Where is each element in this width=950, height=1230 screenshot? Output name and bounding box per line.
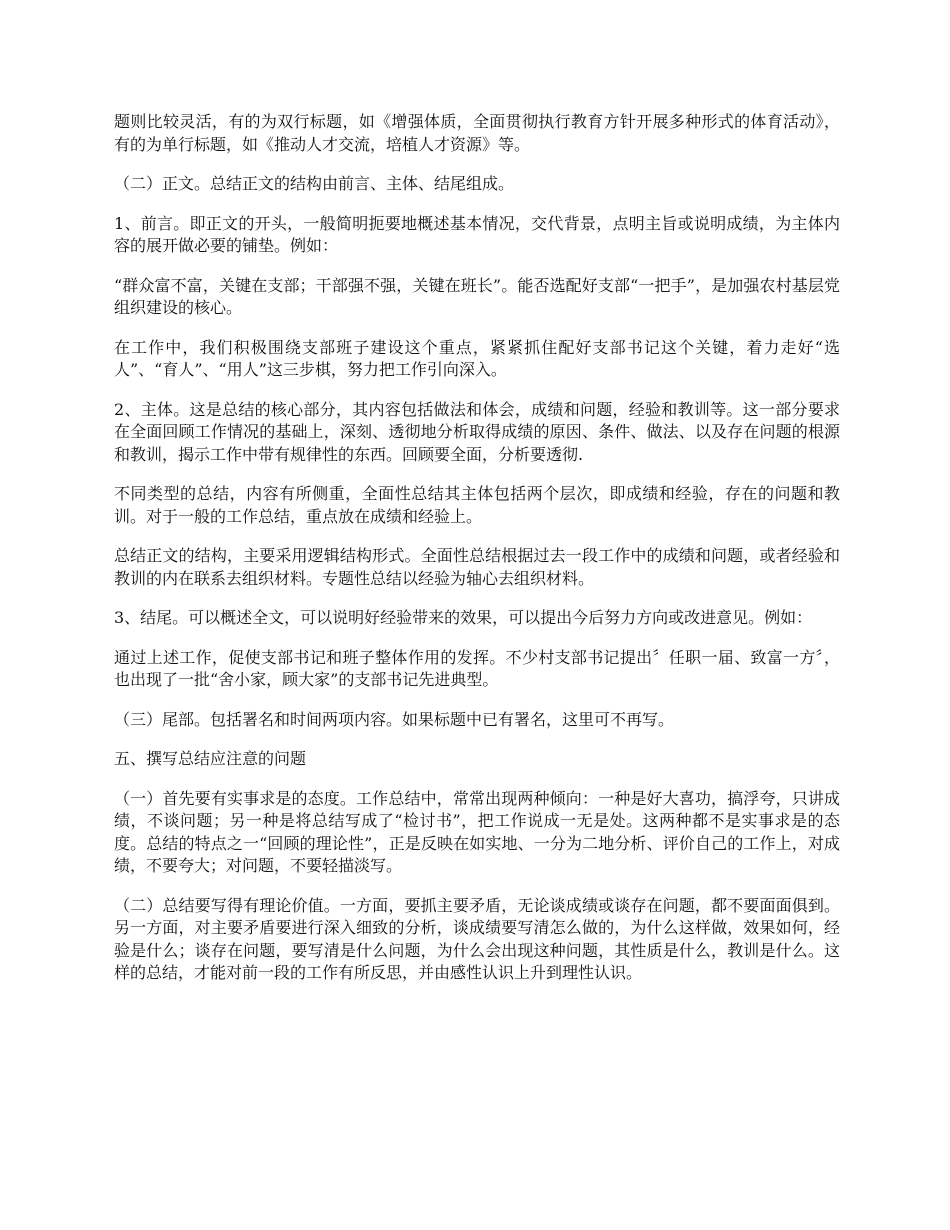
paragraph-title-forms: 题则比较灵活，有的为双行标题，如《增强体质，全面贯彻执行教育方针开展多种形式的体育活动》，有的为单行标题，如《推动人才交流，培植人才资源》等。 <box>114 112 840 154</box>
document-page <box>114 111 840 1002</box>
paragraph-section-body-heading: （二）正文。总结正文的结构由前言、主体、结尾组成。 <box>114 174 515 193</box>
paragraph-structure: 总结正文的结构，主要采用逻辑结构形式。全面性总结根据过去一段工作中的成绩和问题，或者经验和教训的内在联系去组织材料。专题性总结以经验为轴心去组织材料。 <box>114 546 840 588</box>
paragraph-ending-example: 通过上述工作，促使支部书记和班子整体作用的发挥。不少村支部书记提出〞任职一届、致富一方〞，也出现了一批“舍小家，顾大家”的支部书记先进典型。 <box>114 647 840 689</box>
paragraph-ending: 3、结尾。可以概述全文，可以说明好经验带来的效果，可以提出今后努力方向或改进意见。例如： <box>114 608 813 627</box>
paragraph-theory-value: （二）总结要写得有理论价值。一方面，要抓主要矛盾，无论谈成绩或谈存在问题，都不要面面俱到。另一方面，对主要矛盾要进行深入细致的分析，谈成绩要写清怎么做的，为什么这样做，效果如何，经验是什么；谈存在问题，要写清是什么问题，为什么会出现这种问题，其性质是什么，教训是什么。这样的总结，才能对前一段的工作有所反思，并由感性认识上升到理性认识。 <box>114 895 840 982</box>
paragraph-preface: 1、前言。即正文的开头，一般简明扼要地概述基本情况，交代背景，点明主旨或说明成绩，为主体内容的展开做必要的铺垫。例如： <box>114 213 840 255</box>
paragraph-example-work: 在工作中，我们积极围绕支部班子建设这个重点，紧紧抓住配好支部书记这个关键，着力走好“选人”、“育人”、“用人”这三步棋，努力把工作引向深入。 <box>114 337 840 379</box>
paragraph-main-body: 2、主体。这是总结的核心部分，其内容包括做法和体会，成绩和问题，经验和教训等。这一部分要求在全面回顾工作情况的基础上，深刻、透彻地分析取得成绩的原因、条件、做法、以及存在问题的根源和教训，揭示工作中带有规律性的东西。回顾要全面，分析要透彻. <box>114 399 840 464</box>
paragraph-section-five-heading: 五、撰写总结应注意的问题 <box>114 749 307 768</box>
paragraph-summary-types: 不同类型的总结，内容有所侧重，全面性总结其主体包括两个层次，即成绩和经验，存在的问题和教训。对于一般的工作总结，重点放在成绩和经验上。 <box>114 484 840 526</box>
paragraph-example-quote: “群众富不富，关键在支部；干部强不强，关键在班长”。能否选配好支部“一把手”，是加强农村基层党组织建设的核心。 <box>114 275 840 317</box>
paragraph-tail-section: （三）尾部。包括署名和时间两项内容。如果标题中已有署名，这里可不再写。 <box>114 709 675 729</box>
paragraph-attitude: （一）首先要有实事求是的态度。工作总结中，常常出现两种倾向：一种是好大喜功，搞浮夸，只讲成绩，不谈问题；另一种是将总结写成了“检讨书”，把工作说成一无是处。这两种都不是实事求是的态度。总结的特点之一“回顾的理论性”，正是反映在如实地、一分为二地分析、评价自己的工作上，对成绩，不要夸大；对问题，不要轻描淡写。 <box>114 788 840 875</box>
